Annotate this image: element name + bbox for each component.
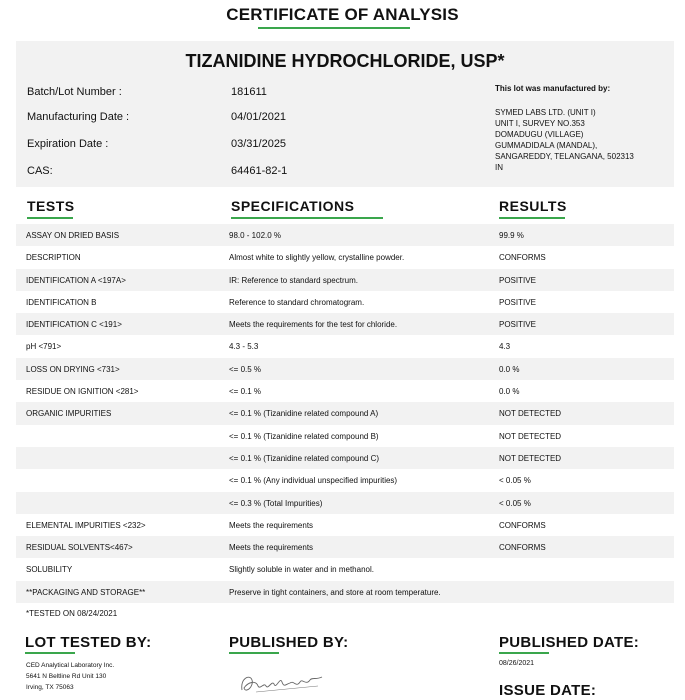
result-cell: NOT DETECTED — [499, 431, 562, 441]
published-by-underline — [229, 652, 279, 654]
test-cell: ASSAY ON DRIED BASIS — [26, 231, 120, 240]
table-row — [16, 224, 674, 246]
manufacturer-address — [495, 107, 634, 173]
table-row — [16, 335, 674, 357]
specification-cell: 98.0 - 102.0 % — [229, 231, 282, 240]
results-table — [16, 224, 674, 603]
address-line: DOMADUGU (VILLAGE) — [495, 130, 584, 139]
test-cell: SOLUBILITY — [26, 565, 73, 575]
result-cell: POSITIVE — [499, 297, 536, 307]
specification-cell: Meets the requirements — [229, 543, 314, 553]
result-cell: NOT DETECTED — [499, 453, 562, 463]
document-title: CERTIFICATE OF ANALYSIS — [226, 5, 459, 24]
specification-cell: <= 0.1 % (Tizanidine related compound A) — [229, 409, 379, 419]
table-row — [16, 469, 674, 491]
specification-cell: <= 0.1 % (Any individual unspecified impurities) — [229, 476, 398, 486]
table-row — [16, 358, 674, 380]
batch-label: Batch/Lot Number : — [27, 86, 122, 98]
tests-underline — [27, 217, 73, 219]
specifications-heading: SPECIFICATIONS — [231, 198, 355, 214]
test-cell: pH <791> — [26, 342, 62, 352]
results-heading: RESULTS — [499, 198, 567, 214]
table-row — [16, 380, 674, 402]
batch-value: 181611 — [231, 86, 267, 98]
table-row — [16, 313, 674, 335]
published-date-heading: PUBLISHED DATE: — [499, 634, 640, 651]
address-line: SANGAREDDY, TELANGANA, 502313 — [495, 152, 634, 161]
published-date-underline — [499, 652, 549, 654]
specification-cell: Meets the requirements for the test for chloride. — [229, 320, 398, 330]
exp-date-label: Expiration Date : — [27, 138, 109, 150]
test-cell: ELEMENTAL IMPURITIES <232> — [26, 520, 146, 530]
specification-cell: <= 0.1 % (Tizanidine related compound C) — [229, 453, 380, 463]
test-cell: DESCRIPTION — [26, 253, 81, 263]
tests-heading: TESTS — [27, 198, 75, 214]
address-line: GUMMADIDALA (MANDAL), — [495, 141, 598, 150]
specification-cell: Slightly soluble in water and in methanol. — [229, 565, 374, 575]
test-cell: IDENTIFICATION A <197A> — [26, 275, 126, 285]
table-row — [16, 581, 674, 603]
test-cell: **PACKAGING AND STORAGE** — [26, 587, 146, 597]
table-row — [16, 447, 674, 469]
specification-cell: <= 0.5 % — [229, 364, 262, 374]
lab-address-line: Irving, TX 75063 — [26, 684, 74, 691]
mfg-date-value: 04/01/2021 — [231, 111, 287, 123]
specifications-underline — [231, 217, 383, 219]
table-row — [16, 402, 674, 424]
table-row — [16, 425, 674, 447]
table-row — [16, 514, 674, 536]
address-line: IN — [495, 163, 503, 172]
specification-cell: Preserve in tight containers, and store at room temperature. — [229, 587, 441, 597]
address-line: UNIT I, SURVEY NO.353 — [495, 119, 585, 128]
lab-address-line: CED Analytical Laboratory Inc. — [26, 662, 115, 669]
result-cell: 4.3 — [499, 342, 511, 352]
tested-on-note: *TESTED ON 08/24/2021 — [26, 609, 118, 618]
table-row — [16, 246, 674, 268]
test-cell: IDENTIFICATION C <191> — [26, 320, 122, 330]
test-cell: RESIDUAL SOLVENTS<467> — [26, 543, 133, 553]
table-row — [16, 536, 674, 558]
test-cell: IDENTIFICATION B — [26, 297, 97, 307]
cas-label: CAS: — [27, 165, 53, 177]
result-cell: 0.0 % — [499, 364, 520, 374]
result-cell: 0.0 % — [499, 387, 520, 397]
table-row — [16, 558, 674, 580]
published-by-heading: PUBLISHED BY: — [229, 634, 349, 651]
cas-value: 64461-82-1 — [231, 165, 288, 177]
lab-address — [26, 660, 114, 693]
test-cell: LOSS ON DRYING <731> — [26, 364, 120, 374]
exp-date-value: 03/31/2025 — [231, 138, 287, 150]
specification-cell: 4.3 - 5.3 — [229, 342, 259, 352]
product-header — [16, 41, 674, 187]
specification-cell: IR: Reference to standard spectrum. — [229, 275, 358, 285]
results-underline — [499, 217, 565, 219]
specification-cell: <= 0.1 % (Tizanidine related compound B) — [229, 431, 379, 441]
result-cell: < 0.05 % — [499, 476, 531, 486]
signature-image — [236, 668, 326, 698]
result-cell: CONFORMS — [499, 520, 546, 530]
table-row — [16, 269, 674, 291]
result-cell: < 0.05 % — [499, 498, 531, 508]
result-cell: NOT DETECTED — [499, 409, 562, 419]
published-date-value: 08/26/2021 — [499, 660, 535, 667]
specification-cell: Reference to standard chromatogram. — [229, 297, 365, 307]
table-row — [16, 492, 674, 514]
result-cell: 99.9 % — [499, 231, 524, 240]
lot-tested-by-underline — [25, 652, 75, 654]
result-cell: CONFORMS — [499, 253, 546, 263]
result-cell: CONFORMS — [499, 543, 546, 553]
table-row — [16, 291, 674, 313]
test-cell: ORGANIC IMPURITIES — [26, 409, 112, 419]
specification-cell: Almost white to slightly yellow, crystalline powder. — [229, 253, 405, 263]
mfg-date-label: Manufacturing Date : — [27, 111, 130, 123]
specification-cell: Meets the requirements — [229, 520, 314, 530]
title-underline — [258, 27, 410, 29]
specification-cell: <= 0.3 % (Total Impurities) — [229, 498, 323, 508]
lot-tested-by-heading: LOT TESTED BY: — [25, 634, 152, 651]
issue-date-heading: ISSUE DATE: — [499, 682, 597, 699]
result-cell: POSITIVE — [499, 320, 536, 330]
lab-address-line: 5641 N Beltline Rd Unit 130 — [26, 673, 107, 680]
product-name: TIZANIDINE HYDROCHLORIDE, USP* — [185, 51, 505, 71]
address-line: SYMED LABS LTD. (UNIT I) — [495, 108, 596, 117]
test-cell: RESIDUE ON IGNITION <281> — [26, 387, 139, 397]
specification-cell: <= 0.1 % — [229, 387, 262, 397]
result-cell: POSITIVE — [499, 275, 536, 285]
manufacturer-title: This lot was manufactured by: — [495, 84, 611, 93]
